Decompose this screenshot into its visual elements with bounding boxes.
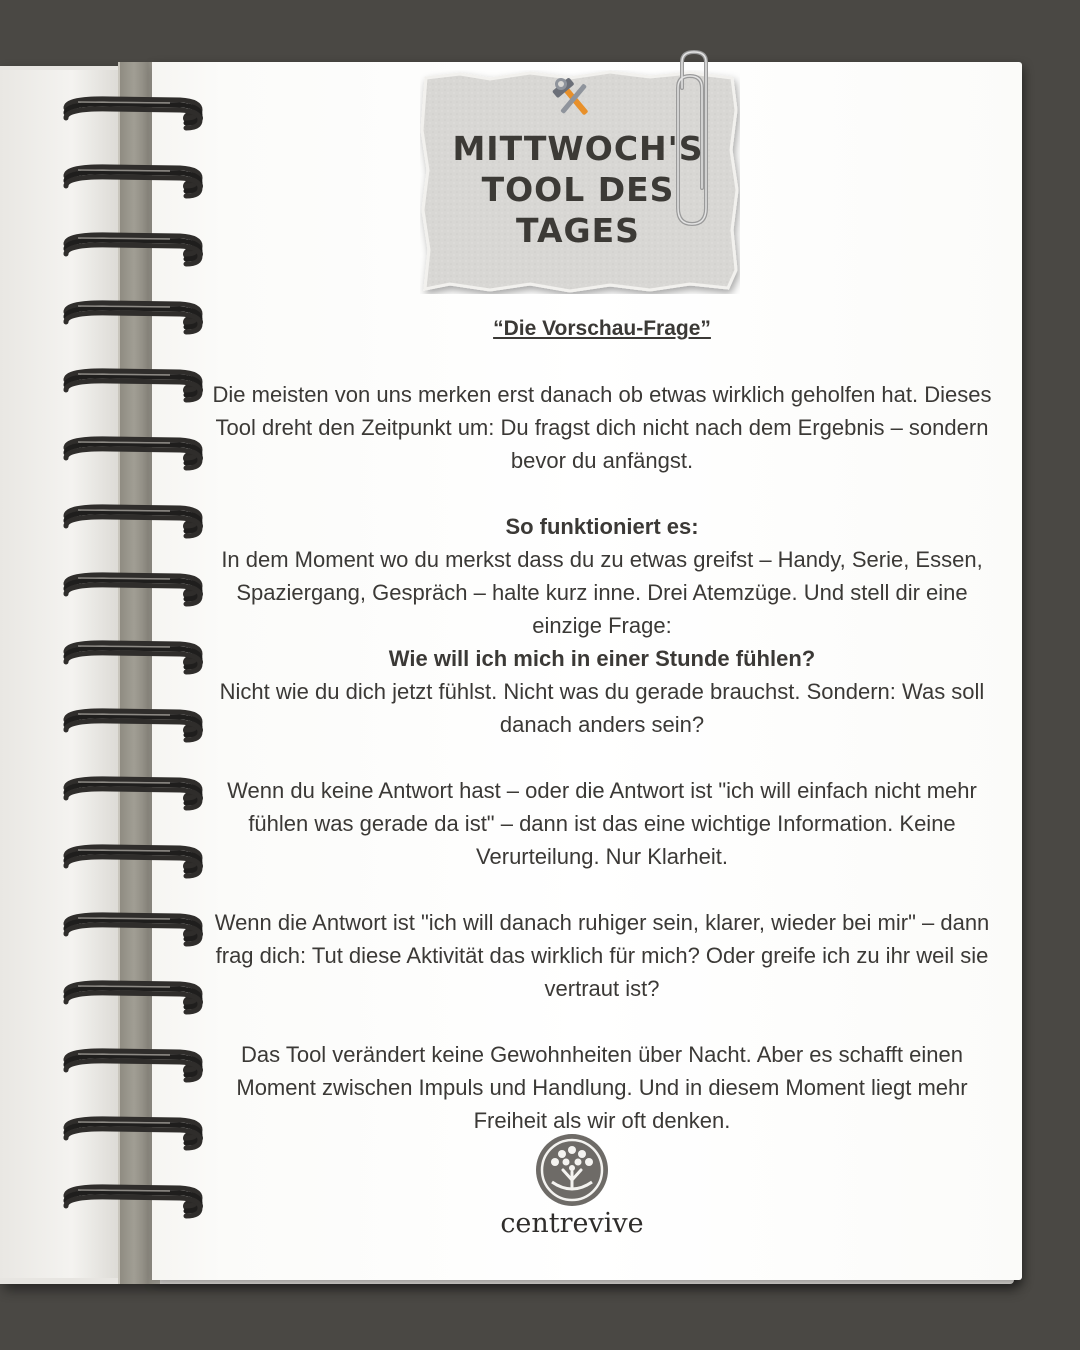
binding-ring [66,575,203,604]
binding-ring [66,643,203,672]
binding-ring [66,1051,203,1080]
how-paragraph: In dem Moment wo du merkst dass du zu etwas greifst – Handy, Serie, Essen, Spaziergang, Gespräch – halte kurz inne. Drei Atemzüge. Und stell dir eine einzige Frage: [221,547,983,638]
binding-ring [66,303,203,332]
page-title [418,128,738,251]
article-body [212,312,992,1137]
binding-ring [66,439,203,468]
binding-ring [66,371,203,400]
title-line-1: MITTWOCH'S [452,129,704,168]
binding-ring [66,711,203,740]
tree-logo-icon [530,1132,614,1208]
key-question: Wie will ich mich in einer Stunde fühlen? [388,646,816,671]
closing-paragraph: Das Tool verändert keine Gewohnheiten über Nacht. Aber es schafft einen Moment zwischen Impuls und Handlung. Und in diesem Moment liegt mehr Freiheit als wir oft denken. [236,1042,968,1133]
binding-ring [66,167,203,196]
article-subtitle: “Die Vorschau-Frage” [493,317,711,340]
title-line-2: TOOL DES [481,170,675,209]
no-answer-paragraph: Wenn du keine Antwort hast – oder die Antwort ist "ich will einfach nicht mehr fühlen was gerade da ist" – dann ist das eine wichtige Information. Keine Verurteilung. Nur Klarheit. [227,778,977,869]
how-heading: So funktioniert es: [505,514,699,539]
spiral-binding [0,0,230,1350]
title-line-3: TAGES [516,211,640,250]
binding-ring [66,983,203,1012]
question-followup: Nicht wie du dich jetzt fühlst. Nicht was du gerade brauchst. Sondern: Was soll danach anders sein? [219,679,985,737]
intro-paragraph: Die meisten von uns merken erst danach ob etwas wirklich geholfen hat. Dieses Tool dreht den Zeitpunkt um: Du fragst dich nicht nach dem Ergebnis – sondern bevor du anfängst. [212,382,992,473]
binding-ring [66,847,203,876]
binding-ring [66,507,203,536]
brand-name: centrevive [500,1208,644,1239]
binding-ring [66,235,203,264]
hammer-wrench-icon [548,75,600,119]
binding-ring [66,779,203,808]
binding-ring [66,99,203,128]
binding-ring [66,915,203,944]
binding-ring [66,1187,203,1216]
calm-answer-paragraph: Wenn die Antwort ist "ich will danach ruhiger sein, klarer, wieder bei mir" – dann frag dich: Tut diese Aktivität das wirklich für mich? Oder greife ich zu ihr weil sie vertraut ist? [214,910,990,1001]
binding-ring [66,1119,203,1148]
